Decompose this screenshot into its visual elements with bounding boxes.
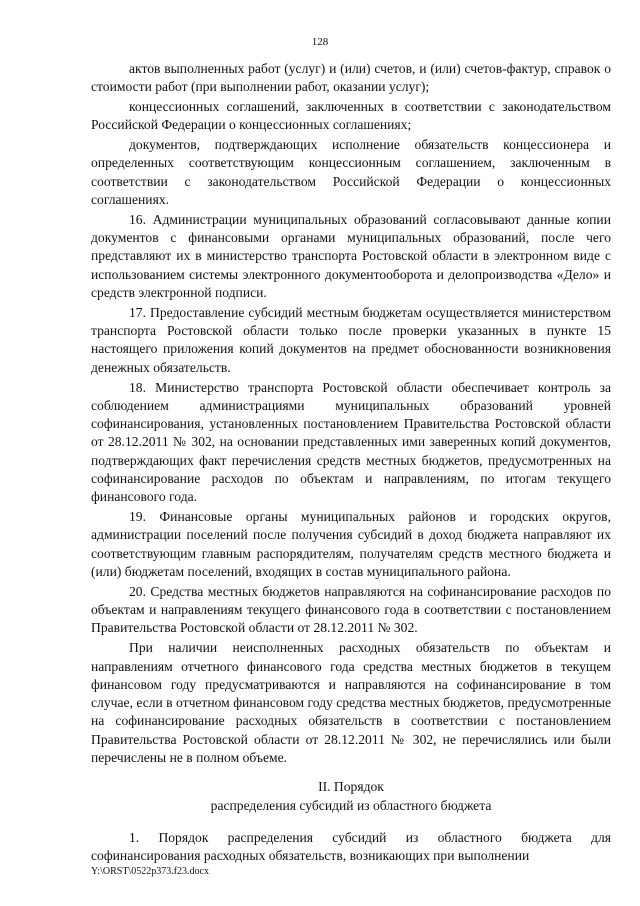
page-number: 128: [311, 36, 329, 48]
paragraph-acts: актов выполненных работ (услуг) и (или) счетов, и (или) счетов-фактур, справок о стоимости работ (при выполнении работ, оказании услуг);: [91, 61, 611, 95]
paragraph-section2-1: 1. Порядок распределения субсидий из областного бюджета для софинансирования расходных обязательств, возникающих при выполнении: [91, 829, 611, 864]
paragraph-18: 18. Министерство транспорта Ростовской области обеспечивает контроль за соблюдением администрациями муниципальных образований уровней софинансирования, установленных постановлением Правительства Ростовской области от 28.12.2011 № 302, на основании представленных ими заверенных копий документов, подтверждающих факт перечисления средств местных бюджетов, предусмотренных на софинансирование расходов по объектам и направлениям, по итогам текущего финансового года.: [91, 379, 611, 505]
section-heading: [91, 778, 611, 815]
paragraph-17: 17. Предоставление субсидий местным бюджетам осуществляется министерством транспорта Ростовской области только после проверки указанных в пункте 15 настоящего приложения копий документов на предмет обоснованности возникновения денежных обязательств.: [91, 304, 611, 375]
footer-file-path: Y:\ORST\0522p373.f23.docx: [91, 866, 209, 877]
paragraph-concessionaire-documents: документов, подтверждающих исполнение обязательств концессионера и определенных соответствующим концессионным соглашением, заключенным в соответствии с законодательством Российской Федерации о концессионных соглашениях.: [91, 137, 611, 208]
section-heading-title: II. Порядок: [318, 779, 384, 795]
paragraph-concession-agreements: концессионных соглашений, заключенных в соответствии с законодательством Российской Федерации о концессионных соглашениях;: [91, 99, 611, 133]
paragraph-19: 19. Финансовые органы муниципальных районов и городских округов, администрации поселений после получения субсидий в доход бюджета направляют их соответствующим главным распорядителям, получателям средств местного бюджета и (или) бюджетам поселений, входящих в состав муниципального района.: [91, 509, 611, 580]
paragraph-unfulfilled-obligations: При наличии неисполненных расходных обязательств по объектам и направлениям отчетного финансового года средства местных бюджетов в текущем финансовом году предусматриваются и направляются на софинансирование в том случае, если в отчетном финансовом году средства местных бюджетов, предусмотренные на софинансирование расходных обязательств в соответствии с постановлением Правительства Ростовской области от 28.12.2011 № 302, не перечислялись или были перечислены не в полном объеме.: [91, 640, 611, 765]
section-heading-subtitle: распределения субсидий из областного бюджета: [210, 797, 492, 813]
paragraph-20: 20. Средства местных бюджетов направляются на софинансирование расходов по объектам и направлениям текущего финансового года в соответствии с постановлением Правительства Ростовской области от 28.12.2011 № 302.: [91, 583, 611, 636]
paragraph-16: 16. Администрации муниципальных образований согласовывают данные копии документов с финансовыми органами муниципальных образований, после чего представляют их в министерство транспорта Ростовской области в электронном виде с использованием системы электронного документооборота и делопроизводства «Дело» и средств электронной подписи.: [91, 211, 611, 301]
document-body: [91, 60, 611, 865]
